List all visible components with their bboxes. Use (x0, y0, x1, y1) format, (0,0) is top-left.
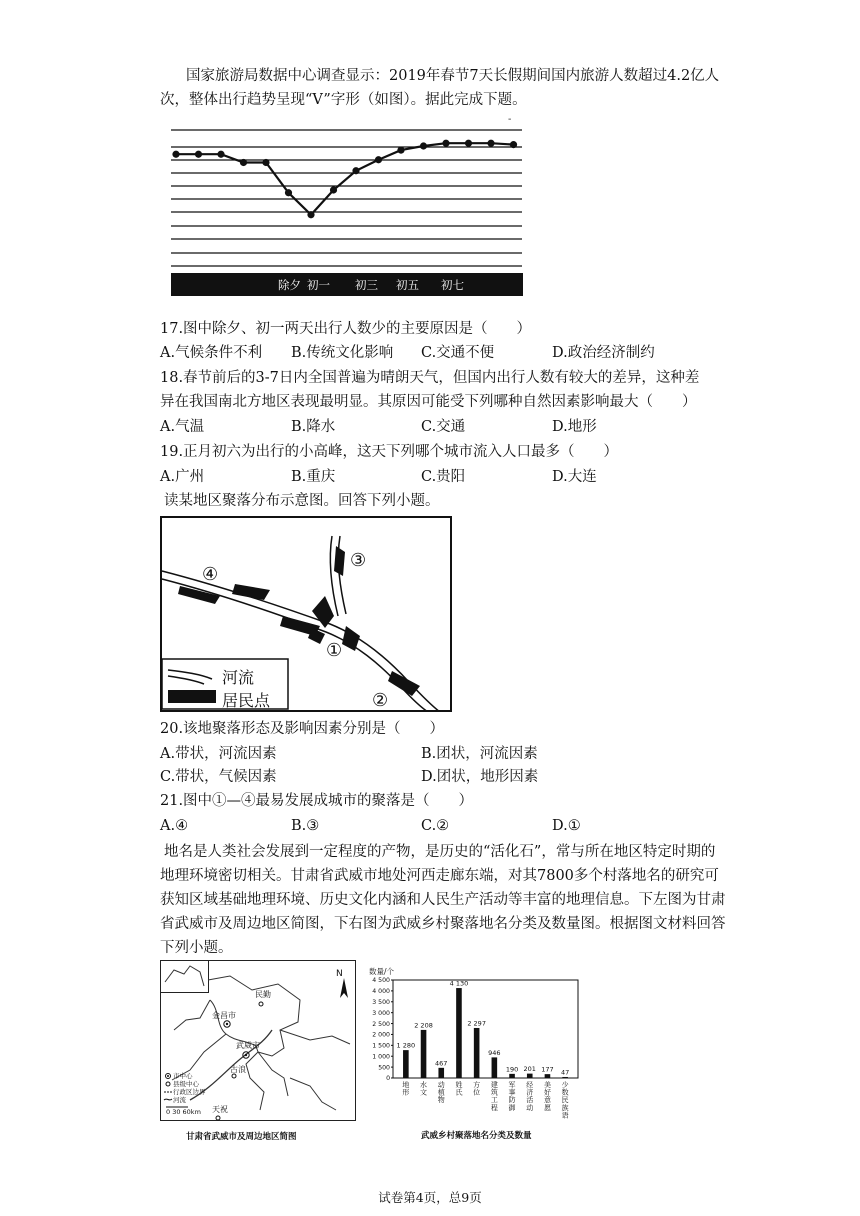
trend-line-series (176, 143, 514, 215)
trend-point (307, 211, 314, 218)
q19-option-a[interactable]: A.广州 (160, 469, 205, 485)
q17-option-d[interactable]: D.政治经济制约 (552, 345, 655, 361)
svg-text:河流: 河流 (173, 1096, 186, 1104)
trend-point (375, 156, 382, 163)
place-jinchang: 金昌市 (212, 1011, 236, 1020)
category-label-char: 工 (490, 1096, 498, 1105)
bar (527, 1074, 533, 1078)
trend-point (330, 186, 337, 193)
bar (545, 1074, 551, 1078)
svg-text:县级中心: 县级中心 (173, 1080, 199, 1088)
q20-option-b[interactable]: B.团状，河流因素 (421, 746, 538, 762)
trend-point (397, 147, 404, 154)
axis-label-chuwu: 初五 (396, 278, 419, 292)
legend-settlement-symbol (168, 690, 216, 703)
category-label-char: 程 (490, 1103, 498, 1112)
axis-label-chusan: 初三 (355, 278, 378, 292)
y-tick-label: 0 (386, 1075, 390, 1083)
category-label-char: 族 (561, 1103, 569, 1112)
bar-value-label: 177 (541, 1065, 554, 1074)
q17-option-b[interactable]: B.传统文化影响 (291, 345, 394, 361)
place-wuwei: 武威市 (236, 1041, 260, 1050)
q18-option-a[interactable]: A.气温 (160, 419, 205, 435)
svg-text:N: N (336, 969, 343, 979)
legend-river-label: 河流 (222, 668, 255, 687)
y-tick-label: 2 000 (372, 1031, 390, 1039)
y-tick-label: 4 000 (372, 988, 390, 996)
chart-axis-bar (171, 273, 523, 296)
place-name-bar-chart (366, 964, 586, 1148)
q18-option-c[interactable]: C.交通 (421, 419, 466, 435)
wuwei-map-caption: 甘肃省武威市及周边地区简图 (186, 1132, 297, 1142)
svg-text:行政区边界: 行政区边界 (173, 1088, 206, 1096)
trend-point (195, 151, 202, 158)
y-tick-label: 500 (378, 1064, 390, 1072)
bar (421, 1030, 427, 1078)
trend-point (510, 141, 517, 148)
wuwei-map (160, 960, 356, 1148)
category-label-char: 语 (561, 1111, 569, 1120)
bar-value-label: 946 (488, 1048, 501, 1057)
y-tick-label: 4 500 (372, 977, 390, 985)
bar-value-label: 2 208 (414, 1021, 433, 1030)
trend-point (487, 140, 494, 147)
bar-value-label: 47 (561, 1068, 570, 1077)
category-label-char: 民 (561, 1096, 569, 1105)
category-label-char: 形 (402, 1088, 410, 1097)
q19-stem: 19.正月初六为出行的小高峰，这天下列哪个城市流入人口最多（ ） (160, 444, 619, 460)
trend-point (465, 140, 472, 147)
q17-option-a[interactable]: A.气候条件不利 (160, 345, 263, 361)
trend-point (285, 189, 292, 196)
bar-chart-caption: 武威乡村聚落地名分类及数量 (421, 1131, 532, 1141)
bar (403, 1050, 409, 1078)
category-label-char: 数 (561, 1088, 569, 1097)
category-label-char: 方 (473, 1081, 481, 1089)
category-label-char: 好 (543, 1088, 551, 1097)
category-label-char: 少 (561, 1081, 569, 1089)
category-label-char: 意 (543, 1096, 551, 1105)
category-label-char: 活 (526, 1096, 534, 1105)
axis-label-chuxi: 除夕 (278, 278, 301, 292)
y-tick-label: 2 500 (372, 1020, 390, 1028)
bar (492, 1057, 498, 1078)
category-label-char: 姓 (455, 1081, 463, 1089)
intro-paragraph-1: 国家旅游局数据中心调查显示：2019年春节7天长假期间国内旅游人数超过4.2亿人次，整体出行趋势呈现“V”字形（如图）。据此完成下题。 (160, 68, 720, 108)
settlement-label-3: ③ (350, 550, 367, 571)
y-tick-label: 3 000 (372, 1009, 390, 1017)
intro-paragraph-3: 地名是人类社会发展到一定程度的产物，是历史的“活化石”，常与所在地区特定时期的地理环境密切相关。甘肃省武威市地处河西走廊东端，对其7800多个村落地名的研究可获知区域基础地理环境、历史文化内涵和人民生产活动等丰富的地理信息。下左图为甘肃省武威市及周边地区简图，下右图为武威乡村聚落地名分类及数量图。根据图文材料回答下列小题。 (160, 844, 726, 956)
q18-stem-line2: 异在我国南北方地区表现最明显。其原因可能受下列哪种自然因素影响最大（ ） (160, 394, 697, 410)
q20-option-c[interactable]: C.带状，气候因素 (160, 769, 277, 785)
trend-point (352, 167, 359, 174)
y-tick-label: 1 000 (372, 1053, 390, 1061)
bar-value-label: 190 (505, 1065, 519, 1074)
category-label-char: 文 (420, 1088, 428, 1097)
q18-option-d[interactable]: D.地形 (552, 419, 597, 435)
trend-point (172, 151, 179, 158)
category-label-char: 动 (526, 1103, 534, 1112)
category-label-char: 济 (526, 1088, 534, 1097)
bar-value-label: 1 280 (396, 1041, 416, 1050)
chart-corner-mark: - (508, 114, 512, 125)
category-label-char: 军 (508, 1081, 516, 1089)
svg-text:市中心: 市中心 (173, 1072, 193, 1080)
settlement-map (160, 516, 452, 712)
trend-point (240, 159, 247, 166)
category-label-char: 防 (508, 1096, 516, 1105)
svg-text:0 30 60km: 0 30 60km (166, 1108, 201, 1116)
category-label-char: 建 (490, 1081, 498, 1089)
category-label-char: 氏 (455, 1088, 463, 1097)
place-gulang: 古浪 (230, 1065, 246, 1074)
category-label-char: 美 (543, 1081, 551, 1089)
bar-value-label: 2 297 (467, 1019, 486, 1028)
place-tianzhu: 天祝 (212, 1105, 228, 1114)
q17-stem: 17.图中除夕、初一两天出行人数少的主要原因是（ ） (160, 321, 532, 337)
bar (438, 1068, 444, 1078)
bar-value-label: 201 (523, 1065, 536, 1074)
intro-paragraph-2: 读某地区聚落分布示意图。回答下列小题。 (164, 493, 440, 509)
settlement-label-4: ④ (202, 564, 219, 585)
q21-stem: 21.图中①—④最易发展成城市的聚落是（ ） (160, 793, 474, 809)
q21-option-b[interactable]: B.③ (291, 818, 320, 834)
category-label-char: 御 (508, 1103, 516, 1112)
axis-label-chuyi: 初一 (307, 278, 330, 292)
q21-option-a[interactable]: A.④ (160, 818, 189, 834)
bar (509, 1074, 515, 1078)
legend-settlement-label: 居民点 (222, 691, 271, 710)
settlement-label-2: ② (372, 690, 389, 711)
settlement-label-1: ① (326, 640, 343, 661)
bar (562, 1077, 568, 1078)
page-footer: 试卷第4页，总9页 (378, 1190, 482, 1205)
place-minqin: 民勤 (255, 990, 271, 999)
q20-stem: 20.该地聚落形态及影响因素分别是（ ） (160, 721, 445, 737)
category-label-char: 愿 (543, 1103, 551, 1112)
travel-trend-chart (168, 114, 528, 298)
category-label-char: 水 (420, 1081, 428, 1089)
category-label-char: 动 (437, 1081, 445, 1089)
bar-value-label: 4 130 (449, 979, 469, 988)
q20-option-a[interactable]: A.带状，河流因素 (160, 746, 277, 762)
category-label-char: 筑 (490, 1088, 498, 1097)
category-label-char: 经 (526, 1081, 534, 1089)
trend-point (420, 142, 427, 149)
bar-value-label: 467 (435, 1059, 448, 1068)
bar-chart-ylabel: 数量/个 (369, 967, 395, 976)
q21-option-d[interactable]: D.① (552, 818, 581, 834)
q17-option-c[interactable]: C.交通不便 (421, 345, 495, 361)
q19-option-d[interactable]: D.大连 (552, 469, 597, 485)
q19-option-b[interactable]: B.重庆 (291, 469, 336, 485)
axis-label-chuqi: 初七 (441, 278, 464, 292)
trend-point (262, 159, 269, 166)
category-label-char: 物 (437, 1096, 445, 1105)
bar (474, 1028, 480, 1078)
trend-point (217, 151, 224, 158)
trend-point (442, 140, 449, 147)
category-label-char: 植 (437, 1088, 445, 1097)
q18-stem-line1: 18.春节前后的3-7日内全国普遍为晴朗天气，但国内出行人数有较大的差异，这种差 (160, 370, 700, 386)
q20-option-d[interactable]: D.团状，地形因素 (421, 769, 539, 785)
y-tick-label: 3 500 (372, 998, 390, 1006)
category-label-char: 地 (402, 1081, 410, 1089)
q21-option-c[interactable]: C.② (421, 818, 450, 834)
category-label-char: 位 (473, 1088, 481, 1097)
q18-option-b[interactable]: B.降水 (291, 419, 336, 435)
bar (456, 988, 462, 1078)
y-tick-label: 1 500 (372, 1042, 390, 1050)
category-label-char: 事 (508, 1088, 516, 1097)
q19-option-c[interactable]: C.贵阳 (421, 469, 466, 485)
